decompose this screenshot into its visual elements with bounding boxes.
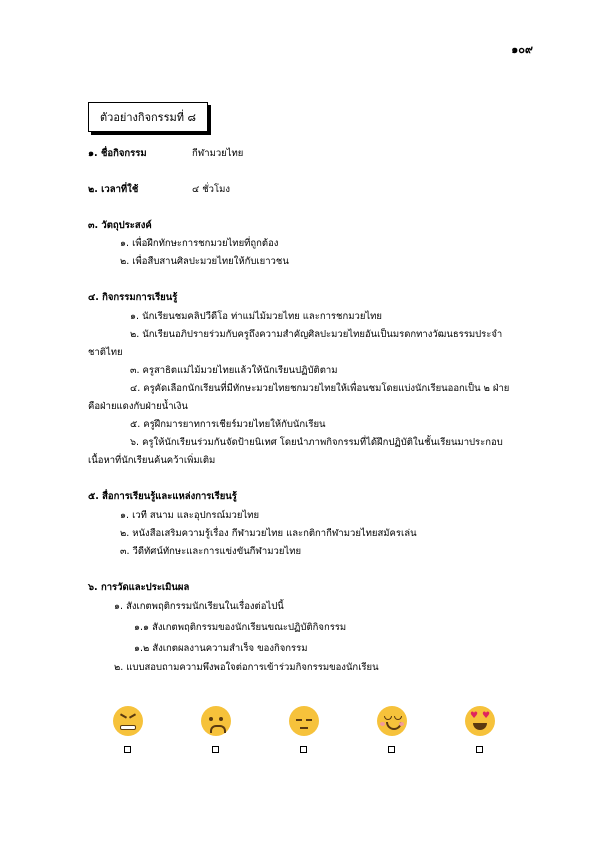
media-item: ๓. วีดีทัศน์ทักษะและการแข่งขันกีฬามวยไทย — [120, 546, 302, 557]
rating-checkbox-2[interactable] — [212, 746, 219, 753]
evaluation-subitem: ๑.๑ สังเกตพฤติกรรมของนักเรียนขณะปฏิบัติกิจกรรม — [134, 622, 347, 633]
activity-step-cont: คือฝ่ายแดงกับฝ่ายน้ำเงิน — [88, 401, 188, 412]
evaluation-item: ๒. แบบสอบถามความพึงพอใจต่อการเข้าร่วมกิจกรรมของนักเรียน — [114, 662, 379, 673]
objective-item: ๑. เพื่อฝึกทักษะการชกมวยไทยที่ถูกต้อง — [120, 238, 279, 249]
very-dissatisfied-face-icon — [113, 706, 143, 736]
activity-title: ตัวอย่างกิจกรรมที่ ๘ — [100, 111, 196, 124]
satisfied-face-icon — [377, 706, 407, 736]
activity-step: ๒. นักเรียนอภิปรายร่วมกับครูถึงความสำคัญศิลปะมวยไทยอันเป็นมรดกทางวัฒนธรรมประจำ — [130, 329, 503, 340]
activity-name-label: ๑. ชื่อกิจกรรม — [88, 148, 147, 159]
activity-name-value: กีฬามวยไทย — [192, 148, 244, 159]
activity-step: ๖. ครูให้นักเรียนร่วมกันจัดป้ายนิเทศ โดยนำภาพกิจกรรมที่ได้ฝึกปฏิบัติในชั้นเรียนมาประกอบ — [130, 437, 503, 448]
activity-step: ๕. ครูฝึกมารยาทการเชียร์มวยไทยให้กับนักเรียน — [130, 419, 326, 430]
dissatisfied-face-icon — [201, 706, 231, 736]
evaluation-item: ๑. สังเกตพฤติกรรมนักเรียนในเรื่องต่อไปนี้ — [114, 601, 284, 612]
very-satisfied-face-icon: ♥ ♥ — [465, 706, 495, 736]
rating-checkbox-4[interactable] — [388, 746, 395, 753]
page-number: ๑๐๙ — [511, 43, 533, 56]
rating-checkbox-1[interactable] — [124, 746, 131, 753]
activity-step: ๑. นักเรียนชมคลิปวีดีโอ ท่าแม่ไม้มวยไทย และการชกมวยไทย — [130, 311, 382, 322]
objectives-heading: ๓. วัตถุประสงค์ — [88, 220, 152, 231]
rating-checkbox-3[interactable] — [300, 746, 307, 753]
activities-heading: ๔. กิจกรรมการเรียนรู้ — [88, 292, 178, 303]
activity-step-cont: ชาติไทย — [88, 347, 123, 358]
activity-title-box — [88, 102, 208, 132]
rating-checkbox-5[interactable] — [476, 746, 483, 753]
evaluation-heading: ๖. การวัดและประเมินผล — [88, 582, 190, 593]
activity-step: ๔. ครูคัดเลือกนักเรียนที่มีทักษะมวยไทยชกมวยไทยให้เพื่อนชมโดยแบ่งนักเรียนออกเป็น ๒ ฝ่าย — [130, 383, 510, 394]
media-item: ๒. หนังสือเสริมความรู้เรื่อง กีฬามวยไทย และกติกากีฬามวยไทยสมัครเล่น — [120, 528, 417, 539]
media-heading: ๕. สื่อการเรียนรู้และแหล่งการเรียนรู้ — [88, 491, 237, 502]
activity-step: ๓. ครูสาธิตแม่ไม้มวยไทยแล้วให้นักเรียนปฏิบัติตาม — [130, 365, 338, 376]
satisfaction-rating-row — [0, 706, 595, 758]
neutral-face-icon — [289, 706, 319, 736]
evaluation-subitem: ๑.๒ สังเกตผลงานความสำเร็จ ของกิจกรรม — [134, 643, 308, 654]
objective-item: ๒. เพื่อสืบสานศิลปะมวยไทยให้กับเยาวชน — [120, 256, 289, 267]
activity-step-cont: เนื้อหาที่นักเรียนค้นคว้าเพิ่มเติม — [88, 455, 216, 466]
duration-label: ๒. เวลาที่ใช้ — [88, 184, 139, 195]
duration-value: ๔ ชั่วโมง — [192, 184, 230, 195]
media-item: ๑. เวที สนาม และอุปกรณ์มวยไทย — [120, 510, 260, 521]
